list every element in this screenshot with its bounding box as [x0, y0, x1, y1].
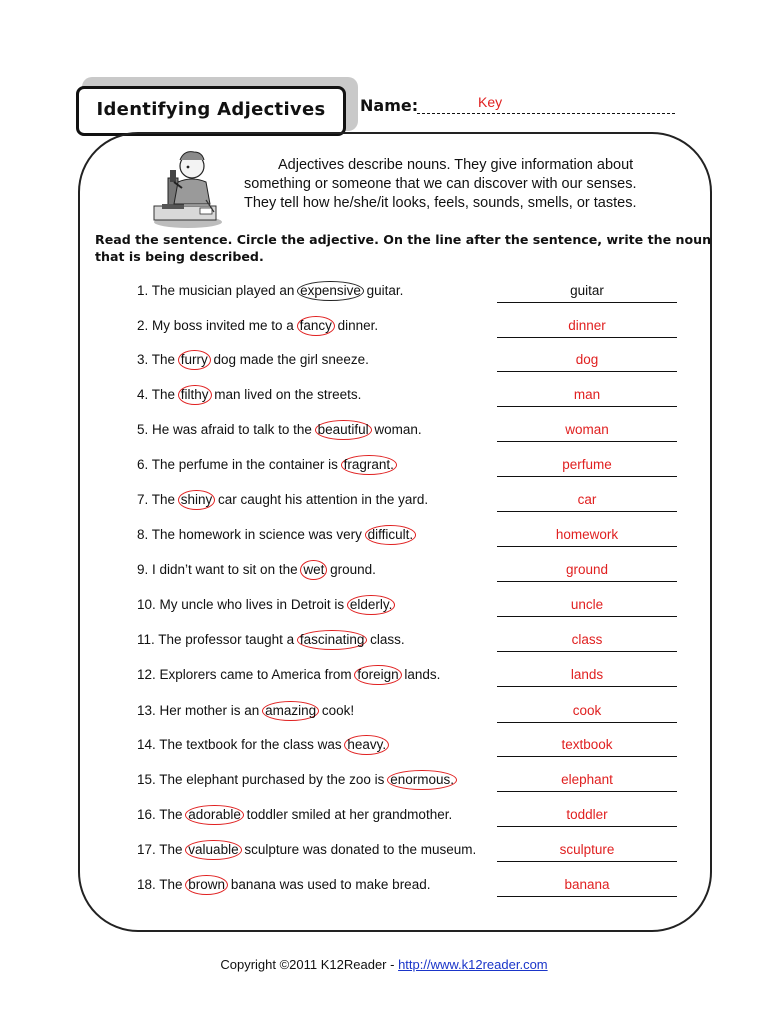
sentence-before: 5. He was afraid to talk to the — [137, 422, 316, 437]
sentence-after: man lived on the streets. — [210, 387, 362, 402]
instructions-line: Read the sentence. Circle the adjective. On the line after the sentence, write the noun — [95, 232, 712, 247]
answer-line[interactable]: elephant — [497, 769, 677, 792]
circled-adjective: fragrant. — [341, 455, 397, 475]
sentence-before: 2. My boss invited me to a — [137, 318, 298, 333]
question-text — [137, 594, 394, 616]
answer-line[interactable]: textbook — [497, 734, 677, 757]
title-box — [76, 86, 346, 136]
question-text — [137, 629, 405, 651]
question-text — [137, 489, 428, 511]
answer-line[interactable]: perfume — [497, 454, 677, 477]
name-field — [360, 94, 680, 120]
answer-line[interactable]: guitar — [497, 280, 677, 303]
question-text — [137, 524, 415, 546]
circled-adjective: shiny — [178, 490, 216, 510]
circled-adjective: fancy — [297, 316, 335, 336]
sentence-before: 18. The — [137, 877, 187, 892]
circled-adjective: filthy — [178, 385, 212, 405]
answer-line[interactable]: lands — [497, 664, 677, 687]
circled-adjective: beautiful — [315, 420, 372, 440]
intro-paragraph — [244, 156, 684, 213]
name-label: Name: — [360, 96, 419, 115]
intro-line: Adjectives describe nouns. They give information about — [278, 157, 634, 173]
question-text — [137, 839, 476, 861]
sentence-before: 15. The elephant purchased by the zoo is — [137, 772, 389, 787]
answer-line[interactable]: ground — [497, 559, 677, 582]
question-row — [0, 454, 768, 484]
sentence-after: toddler smiled at her grandmother. — [242, 807, 453, 822]
circled-adjective: brown — [185, 875, 228, 895]
answer-line[interactable]: class — [497, 629, 677, 652]
question-text — [137, 559, 376, 581]
intro-line: something or someone that we can discover with our senses. — [244, 176, 637, 192]
question-text — [137, 700, 354, 722]
question-row — [0, 734, 768, 764]
answer-line[interactable]: car — [497, 489, 677, 512]
question-row — [0, 874, 768, 904]
name-value: Key — [478, 94, 503, 110]
question-row — [0, 559, 768, 589]
answer-line[interactable]: woman — [497, 419, 677, 442]
answer-line[interactable]: banana — [497, 874, 677, 897]
question-row — [0, 280, 768, 310]
sentence-before: 17. The — [137, 842, 187, 857]
circled-adjective: foreign — [354, 665, 401, 685]
answer-line[interactable]: uncle — [497, 594, 677, 617]
question-row — [0, 419, 768, 449]
circled-adjective: fascinating — [297, 630, 368, 650]
answer-line[interactable]: dog — [497, 349, 677, 372]
question-row — [0, 384, 768, 414]
circled-adjective: elderly. — [347, 595, 396, 615]
name-line — [417, 113, 675, 114]
question-row — [0, 315, 768, 345]
question-row — [0, 349, 768, 379]
sentence-after: car caught his attention in the yard. — [214, 492, 429, 507]
answer-line[interactable]: homework — [497, 524, 677, 547]
worksheet-title: Identifying Adjectives — [96, 98, 326, 120]
sentence-after: dinner. — [333, 318, 379, 333]
intro-line: They tell how he/she/it looks, feels, sounds, smells, or tastes. — [244, 195, 637, 211]
circled-adjective: wet — [300, 560, 327, 580]
sentence-before: 3. The — [137, 352, 179, 367]
circled-adjective: enormous. — [387, 770, 457, 790]
circled-adjective: adorable — [185, 805, 244, 825]
question-row — [0, 489, 768, 519]
sentence-before: 9. I didn’t want to sit on the — [137, 562, 302, 577]
question-text — [137, 419, 422, 441]
sentence-after: guitar. — [362, 283, 404, 298]
sentence-before: 11. The professor taught a — [137, 632, 298, 647]
sentence-before: 7. The — [137, 492, 179, 507]
answer-line[interactable]: dinner — [497, 315, 677, 338]
question-text — [137, 280, 403, 302]
question-row — [0, 524, 768, 554]
sentence-after: ground. — [326, 562, 376, 577]
instructions-line: that is being described. — [95, 249, 264, 264]
sentence-before: 10. My uncle who lives in Detroit is — [137, 597, 348, 612]
sentence-after: dog made the girl sneeze. — [209, 352, 369, 367]
sentence-after: cook! — [318, 703, 355, 718]
question-text — [137, 734, 388, 756]
sentence-after: lands. — [400, 667, 441, 682]
instructions — [95, 231, 712, 265]
sentence-after: sculpture was donated to the museum. — [240, 842, 477, 857]
circled-adjective: expensive — [297, 281, 364, 301]
question-row — [0, 700, 768, 730]
website-link[interactable]: http://www.k12reader.com — [398, 957, 548, 972]
scientist-boy-illustration — [148, 148, 226, 230]
sentence-before: 4. The — [137, 387, 179, 402]
question-row — [0, 804, 768, 834]
circled-adjective: amazing — [262, 701, 319, 721]
question-text — [137, 454, 396, 476]
answer-line[interactable]: man — [497, 384, 677, 407]
question-text — [137, 384, 361, 406]
footer — [0, 957, 768, 972]
copyright-text: Copyright ©2011 K12Reader - — [220, 957, 399, 972]
question-row — [0, 839, 768, 869]
circled-adjective: heavy. — [344, 735, 389, 755]
question-row — [0, 664, 768, 694]
sentence-before: 13. Her mother is an — [137, 703, 264, 718]
sentence-before: 8. The homework in science was very — [137, 527, 366, 542]
sentence-before: 14. The textbook for the class was — [137, 737, 346, 752]
question-row — [0, 769, 768, 799]
question-text — [137, 349, 369, 371]
question-row — [0, 629, 768, 659]
circled-adjective: difficult. — [365, 525, 417, 545]
sentence-before: 16. The — [137, 807, 187, 822]
answer-line[interactable]: sculpture — [497, 839, 677, 862]
question-text — [137, 874, 430, 896]
sentence-before: 6. The perfume in the container is — [137, 457, 342, 472]
question-row — [0, 594, 768, 624]
circled-adjective: valuable — [185, 840, 241, 860]
question-text — [137, 664, 440, 686]
question-text — [137, 769, 456, 791]
question-text — [137, 315, 378, 337]
sentence-after: class. — [366, 632, 405, 647]
sentence-after: banana was used to make bread. — [227, 877, 431, 892]
sentence-before: 1. The musician played an — [137, 283, 299, 298]
question-text — [137, 804, 452, 826]
answer-line[interactable]: cook — [497, 700, 677, 723]
sentence-after: woman. — [370, 422, 422, 437]
circled-adjective: furry — [178, 350, 211, 370]
sentence-before: 12. Explorers came to America from — [137, 667, 356, 682]
answer-line[interactable]: toddler — [497, 804, 677, 827]
